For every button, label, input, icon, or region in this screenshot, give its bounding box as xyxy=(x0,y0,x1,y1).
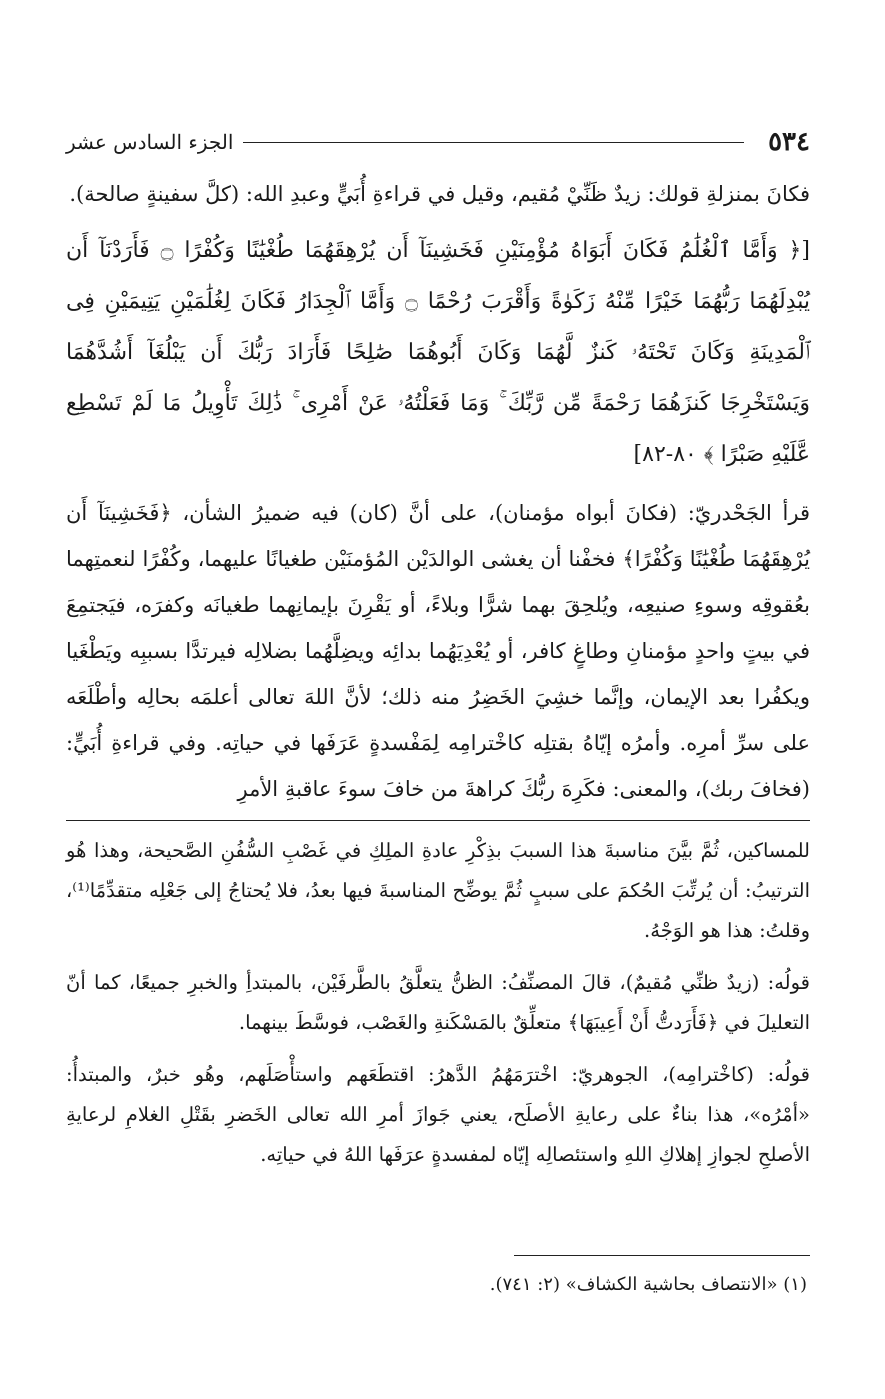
quran-verses: [﴿ وَأَمَّا ٱلْغُلَٰمُ فَكَانَ أَبَوَاهُ مُؤْمِنَيْنِ فَخَشِينَآ أَن يُرْهِقَهُمَا طُغْيَٰنًا وَكُفْرًا ۝ فَأَرَدْنَآ أَن يُبْدِلَهُمَا رَبُّهُمَا خَيْرًا مِّنْهُ زَكَوٰةً وَأَقْرَبَ رُحْمًا ۝ وَأَمَّا ٱلْجِدَارُ فَكَانَ لِغُلَٰمَيْنِ يَتِيمَيْنِ فِى ٱلْمَدِينَةِ وَكَانَ تَحْتَهُۥ كَنزٌ لَّهُمَا وَكَانَ أَبُوهُمَا صَٰلِحًا فَأَرَادَ رَبُّكَ أَن يَبْلُغَآ أَشُدَّهُمَا وَيَسْتَخْرِجَا كَنزَهُمَا رَحْمَةً مِّن رَّبِّكَ ۚ وَمَا فَعَلْتُهُۥ عَنْ أَمْرِى ۚ ذَٰلِكَ تَأْوِيلُ مَا لَمْ تَسْطِع عَّلَيْهِ صَبْرًا ﴾ ٨٠-٨٢] xyxy=(66,238,811,467)
commentary-section xyxy=(66,490,810,812)
note-paragraph-3: قولُه: (كاخْترامِه)، الجوهريّ: اخْترَمَهُمُ الدَّهرُ: اقتطَعَهم واستأْصَلَهم، وهُو خبرٌ، والمبتدأُ: «أمْرُه»، هذا بناءٌ على رعايةِ الأصلَح، يعني جَوازَ أمرِ الله تعالى الخَضرِ بقَتْلِ الغلامِ لرعايةِ الأصلحِ لجوازِ إهلاكِ اللهِ واستئصالِه إيّاه لمفسدةٍ عرَفَها اللهُ في حياتِه. xyxy=(66,1063,810,1166)
footnote-rule xyxy=(514,1255,810,1256)
page-number: ٥٣٤ xyxy=(768,127,810,157)
page-header xyxy=(66,122,810,162)
notes-separator xyxy=(66,820,810,821)
page-body xyxy=(66,172,810,1175)
running-title: الجزء السادس عشر xyxy=(66,130,234,154)
header-rule xyxy=(243,142,744,143)
footnote: (١) «الانتصاف بحاشية الكشاف» (٢: ٧٤١). xyxy=(489,1274,807,1295)
commentary-paragraph: قرأ الجَحْدريّ: (فكانَ أبواه مؤمنان)، على أنَّ (كان) فيه ضميرُ الشأن، ﴿فَخَشِينَآ أَن يُرْهِقَهُمَا طُغْيَٰنًا وَكُفْرًا﴾ فخفْنا أن يغشى الوالدَيْن المُؤمنَيْن طغيانًا عليهما، وكُفْرًا لنعمتِهما بعُقوقِه وسوءِ صنيعِه، ويُلحِقَ بهما شرًّا وبلاءً، أو يَقْرِنَ بإيمانِهما طغيانَه وكفرَه، فيَجتمِعَ في بيتٍ واحدٍ مؤمنانِ وطاغٍ كافر، أو يُعْدِيَهُما بدائِه ويضِلَّهُما بضلالِه فيرتدَّا بسببِه ويَطْغَيا ويكفُرا بعد الإيمان، وإنَّما خشِيَ الخَضِرُ منه ذلك؛ لأنَّ اللهَ تعالى أعلمَه بحالِه وأطْلَعَه على سرِّ أمرِه. وأمرُه إيّاهُ بقتلِه كاخْترامِه لِمَفْسدةٍ عَرَفَها في حياتِه. وفي قراءةِ أُبَيٍّ: (فخافَ ربك)، والمعنى: فكَرِهَ ربُّكَ كراهةَ من خافَ سوءَ عاقبةِ الأمرِ xyxy=(66,501,810,801)
marginal-notes xyxy=(66,831,810,1175)
note-paragraph-1: للمساكين، ثُمَّ بيَّنَ مناسبةَ هذا السببَ بذِكْرِ عادةِ الملِكِ في غَصْبِ السُّفُنِ الصَّحيحة، وهذا هُو الترتيبُ: أن يُرتِّبَ الحُكمَ على سببٍ ثُمَّ يوضِّح المناسبةَ فيها بعدُ، فلا يُحتاجُ إلى جَعْلِه متقدِّمًا⁽¹⁾، وقلتُ: هذا هو الوَجْهُ. xyxy=(66,839,810,942)
note-paragraph-2: قولُه: (زيدٌ ظنِّي مُقيمٌ)، قالَ المصنِّفُ: الظنُّ يتعلَّقُ بالطَّرفَيْن، بالمبتدأِ والخبرِ جميعًا، كما أنّ التعليلَ في ﴿فَأَرَدتُّ أَنْ أَعِيبَهَا﴾ متعلِّقٌ بالمَسْكَنةِ والغَصْب، فوسَّطَ بينهما. xyxy=(66,971,810,1034)
intro-paragraph: فكانَ بمنزلةِ قولك: زيدٌ ظَنِّيْ مُقيم، وقيل في قراءةِ أُبَيٍّ وعبدِ الله: (كلَّ سفينةٍ صالحة). xyxy=(69,182,810,206)
